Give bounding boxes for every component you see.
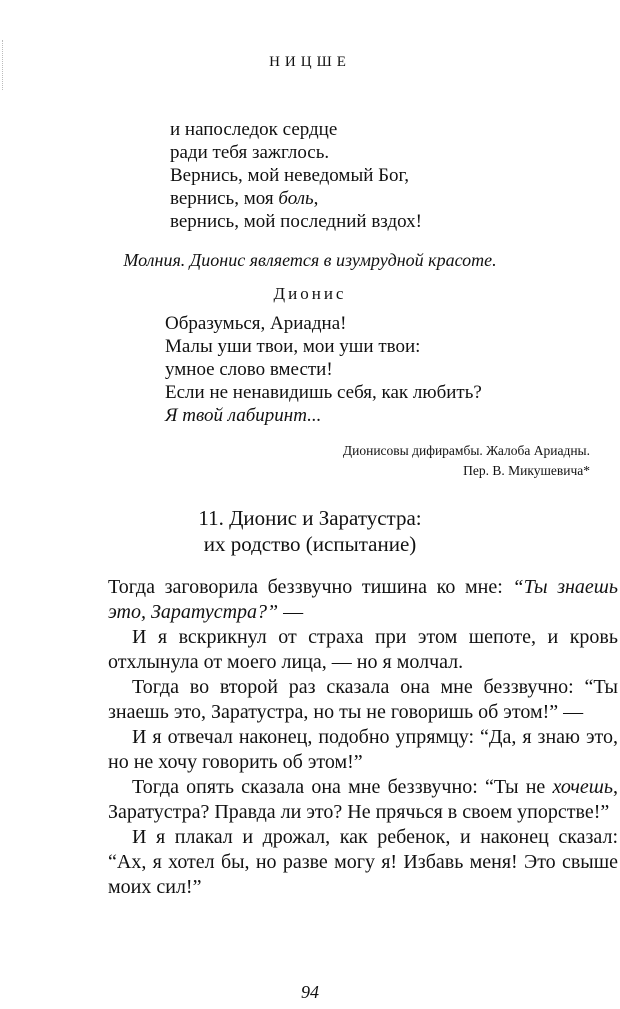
paragraph-emphasis: хочешь xyxy=(552,776,613,798)
paragraph: И я отвечал наконец, подобно упрямцу: “Да, я знаю это, но не хочу говорить об этом!” xyxy=(108,726,618,773)
section-heading-line2: их родство (испытание) xyxy=(203,532,417,556)
poem-stanza xyxy=(170,118,422,233)
paragraph: Тогда во второй раз сказала она мне беззвучно: “Ты знаешь это, Заратустра, но ты не говоришь об этом!” — xyxy=(108,676,618,723)
running-head: НИЦШЕ xyxy=(269,54,351,70)
speech-line: умное слово вмести! xyxy=(165,359,333,380)
page-number: 94 xyxy=(301,982,319,1002)
paragraph-text: Тогда опять сказала она мне беззвучно: “Ты не xyxy=(132,776,553,798)
speech-line: Я твой лабиринт... xyxy=(165,405,322,426)
section-heading-line1: 11. Дионис и Заратустра: xyxy=(198,506,422,530)
poem-punct: , xyxy=(313,188,319,209)
source-citation xyxy=(343,441,590,481)
source-translator: Пер. В. Микушевича* xyxy=(463,463,590,478)
poem-text: вернись, моя xyxy=(170,188,279,209)
paragraph xyxy=(108,575,618,625)
poem-line: Вернись, мой неведомый Бог, xyxy=(170,165,409,186)
paragraph-text: Тогда заговорила беззвучно тишина ко мне: xyxy=(108,576,513,598)
speech-line: Малы уши твои, мои уши твои: xyxy=(165,336,421,357)
poem-line: и напоследок сердце xyxy=(170,119,338,140)
paragraph-text: — xyxy=(278,601,304,623)
poem-line: вернись, мой последний вздох! xyxy=(170,211,422,232)
source-title: Дионисовы дифирамбы. Жалоба Ариадны. xyxy=(342,443,590,458)
poem-line xyxy=(170,187,422,210)
paragraph xyxy=(108,775,618,825)
speech-stanza xyxy=(165,312,482,427)
poem-line: ради тебя зажглось. xyxy=(170,142,330,163)
paragraph-text: , Заратустра? Правда ли это? Не прячься в своем упорстве!” xyxy=(108,776,618,823)
paragraph-emphasis: “Ты знаешь это, Заратустра?” xyxy=(108,576,618,623)
speaker-name: Дионис xyxy=(273,284,347,303)
paragraph: И я вскрикнул от страха при этом шепоте, и кровь отхлынула от моего лица, — но я молчал. xyxy=(108,626,618,673)
speech-line: Образумься, Ариадна! xyxy=(165,313,347,334)
section-heading xyxy=(0,505,620,557)
speech-line: Если не ненавидишь себя, как любить? xyxy=(165,382,482,403)
stage-direction: Молния. Дионис является в изумрудной красоте. xyxy=(123,250,497,270)
paragraph: И я плакал и дрожал, как ребенок, и наконец сказал: “Ах, я хотел бы, но разве могу я! Избавь меня! Это свыше моих сил!” xyxy=(108,826,618,898)
poem-emphasis: боль xyxy=(278,188,314,209)
body-text xyxy=(108,575,618,900)
